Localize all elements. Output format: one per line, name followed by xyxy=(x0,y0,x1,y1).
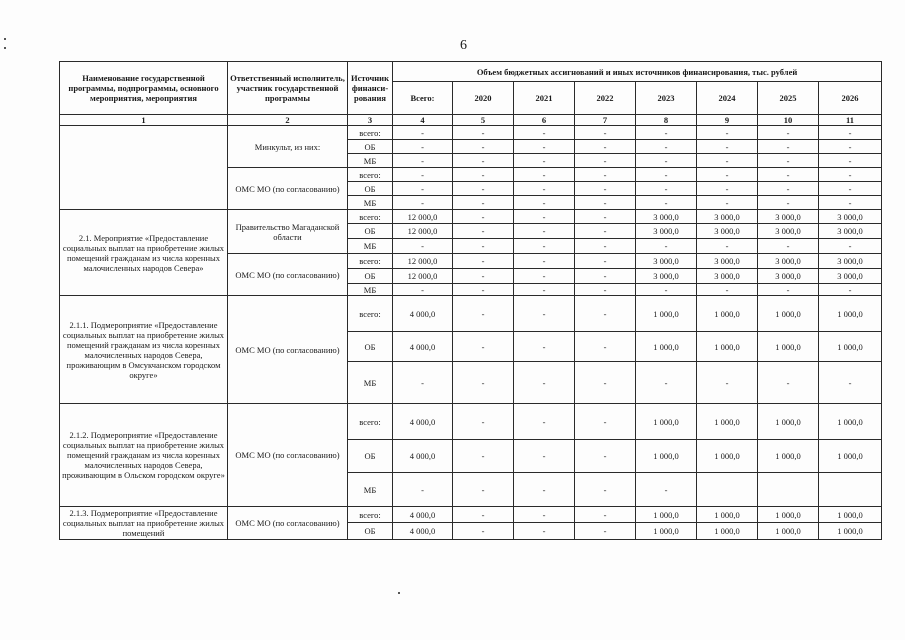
amount-cell: - xyxy=(758,168,819,182)
column-number: 4 xyxy=(393,115,453,126)
amount-cell: - xyxy=(453,507,514,523)
amount-cell: - xyxy=(636,182,697,196)
amount-cell: - xyxy=(697,126,758,140)
amount-cell: - xyxy=(453,269,514,284)
amount-cell: - xyxy=(575,196,636,210)
amount-cell: 1 000,0 xyxy=(819,523,882,540)
amount-cell: - xyxy=(575,168,636,182)
amount-cell: - xyxy=(636,168,697,182)
column-number: 7 xyxy=(575,115,636,126)
header-name: Наименование государственной программы, подпрограммы, основного мероприятия, мероприятия xyxy=(60,62,228,115)
amount-cell: - xyxy=(575,362,636,404)
amount-cell: - xyxy=(697,239,758,254)
amount-cell: - xyxy=(575,440,636,473)
amount-cell: - xyxy=(575,507,636,523)
scan-speck xyxy=(4,47,6,49)
amount-cell: - xyxy=(697,362,758,404)
page-number: 6 xyxy=(460,38,467,53)
table-row xyxy=(60,210,882,224)
scan-speck xyxy=(4,38,6,40)
budget-table xyxy=(59,61,882,540)
amount-cell: - xyxy=(514,168,575,182)
amount-cell: 1 000,0 xyxy=(697,523,758,540)
header-year: 2025 xyxy=(758,82,819,115)
amount-cell: - xyxy=(453,196,514,210)
header-year: Всего: xyxy=(393,82,453,115)
amount-cell: - xyxy=(393,284,453,296)
header-year: 2020 xyxy=(453,82,514,115)
funding-source: ОБ xyxy=(348,224,393,239)
amount-cell: 3 000,0 xyxy=(758,269,819,284)
amount-cell: 1 000,0 xyxy=(758,523,819,540)
executor-cell: ОМС МО (по согласованию) xyxy=(228,404,348,507)
amount-cell: - xyxy=(514,473,575,507)
amount-cell: 1 000,0 xyxy=(819,332,882,362)
amount-cell: - xyxy=(636,362,697,404)
activity-name: 2.1.2. Подмероприятие «Предоставление социальных выплат на приобретение жилых помещений гражданам из числа коренных малочисленных народов Севера, проживающим в Ольском городском округе» xyxy=(60,404,228,507)
executor-cell: ОМС МО (по согласованию) xyxy=(228,296,348,404)
amount-cell: - xyxy=(819,362,882,404)
amount-cell: 1 000,0 xyxy=(819,440,882,473)
amount-cell: - xyxy=(636,239,697,254)
table-row xyxy=(60,404,882,440)
amount-cell: - xyxy=(514,239,575,254)
funding-source: всего: xyxy=(348,168,393,182)
amount-cell: - xyxy=(514,440,575,473)
amount-cell: - xyxy=(514,284,575,296)
amount-cell: - xyxy=(453,154,514,168)
funding-source: всего: xyxy=(348,404,393,440)
amount-cell: - xyxy=(575,523,636,540)
amount-cell: - xyxy=(819,168,882,182)
funding-source: ОБ xyxy=(348,140,393,154)
funding-source: ОБ xyxy=(348,269,393,284)
header-year: 2024 xyxy=(697,82,758,115)
header-year: 2026 xyxy=(819,82,882,115)
amount-cell: 1 000,0 xyxy=(758,507,819,523)
amount-cell: 3 000,0 xyxy=(819,224,882,239)
column-number: 8 xyxy=(636,115,697,126)
amount-cell: 1 000,0 xyxy=(758,440,819,473)
amount-cell: - xyxy=(514,154,575,168)
executor-cell: Минкульт, из них: xyxy=(228,126,348,168)
amount-cell: - xyxy=(393,168,453,182)
amount-cell: - xyxy=(514,296,575,332)
column-number: 10 xyxy=(758,115,819,126)
amount-cell: - xyxy=(453,254,514,269)
amount-cell: - xyxy=(514,362,575,404)
amount-cell: 12 000,0 xyxy=(393,210,453,224)
amount-cell: - xyxy=(636,140,697,154)
amount-cell: - xyxy=(514,140,575,154)
scan-speck xyxy=(398,592,400,594)
amount-cell: - xyxy=(514,210,575,224)
amount-cell: - xyxy=(575,269,636,284)
amount-cell: - xyxy=(514,332,575,362)
funding-source: ОБ xyxy=(348,440,393,473)
amount-cell: - xyxy=(453,473,514,507)
amount-cell: 3 000,0 xyxy=(636,269,697,284)
amount-cell: - xyxy=(575,182,636,196)
amount-cell: 3 000,0 xyxy=(636,254,697,269)
amount-cell: - xyxy=(697,140,758,154)
amount-cell: - xyxy=(514,224,575,239)
amount-cell: 1 000,0 xyxy=(697,332,758,362)
column-number: 9 xyxy=(697,115,758,126)
amount-cell: - xyxy=(453,523,514,540)
amount-cell: - xyxy=(575,126,636,140)
amount-cell: - xyxy=(393,473,453,507)
amount-cell: 4 000,0 xyxy=(393,404,453,440)
amount-cell: - xyxy=(575,140,636,154)
amount-cell: - xyxy=(575,284,636,296)
amount-cell: 1 000,0 xyxy=(697,507,758,523)
amount-cell: - xyxy=(819,126,882,140)
amount-cell: - xyxy=(697,154,758,168)
amount-cell: - xyxy=(453,296,514,332)
amount-cell: - xyxy=(575,210,636,224)
amount-cell: - xyxy=(453,362,514,404)
amount-cell: - xyxy=(393,196,453,210)
funding-source: всего: xyxy=(348,210,393,224)
amount-cell: - xyxy=(819,284,882,296)
amount-cell: - xyxy=(697,182,758,196)
table-row xyxy=(60,126,882,140)
executor-cell: ОМС МО (по согласованию) xyxy=(228,507,348,540)
amount-cell: - xyxy=(636,154,697,168)
amount-cell: 1 000,0 xyxy=(636,296,697,332)
amount-cell: 3 000,0 xyxy=(636,210,697,224)
amount-cell: - xyxy=(514,254,575,269)
amount-cell xyxy=(758,473,819,507)
funding-source: МБ xyxy=(348,239,393,254)
amount-cell: - xyxy=(453,332,514,362)
amount-cell: - xyxy=(636,126,697,140)
amount-cell: - xyxy=(453,168,514,182)
column-number: 1 xyxy=(60,115,228,126)
amount-cell: - xyxy=(514,126,575,140)
amount-cell: - xyxy=(393,182,453,196)
column-number: 5 xyxy=(453,115,514,126)
amount-cell: 1 000,0 xyxy=(819,507,882,523)
header-year: 2023 xyxy=(636,82,697,115)
amount-cell: 3 000,0 xyxy=(697,224,758,239)
amount-cell: - xyxy=(393,126,453,140)
amount-cell: 4 000,0 xyxy=(393,332,453,362)
amount-cell: - xyxy=(819,182,882,196)
amount-cell: - xyxy=(575,296,636,332)
amount-cell: - xyxy=(697,196,758,210)
amount-cell: 3 000,0 xyxy=(758,224,819,239)
funding-source: ОБ xyxy=(348,332,393,362)
amount-cell: 3 000,0 xyxy=(758,254,819,269)
amount-cell: - xyxy=(697,168,758,182)
amount-cell: - xyxy=(758,196,819,210)
amount-cell: 1 000,0 xyxy=(697,296,758,332)
header-group: Объем бюджетных ассигнований и иных источников финансирования, тыс. рублей xyxy=(393,62,882,82)
table-row xyxy=(60,507,882,523)
amount-cell: - xyxy=(636,473,697,507)
amount-cell xyxy=(819,473,882,507)
amount-cell: - xyxy=(514,182,575,196)
amount-cell: - xyxy=(453,284,514,296)
amount-cell: - xyxy=(575,254,636,269)
amount-cell: - xyxy=(514,507,575,523)
amount-cell: 12 000,0 xyxy=(393,254,453,269)
amount-cell: 1 000,0 xyxy=(819,296,882,332)
funding-source: МБ xyxy=(348,284,393,296)
amount-cell: 1 000,0 xyxy=(636,332,697,362)
amount-cell: 12 000,0 xyxy=(393,269,453,284)
amount-cell: - xyxy=(819,196,882,210)
amount-cell: - xyxy=(453,126,514,140)
amount-cell: - xyxy=(636,284,697,296)
funding-source: МБ xyxy=(348,362,393,404)
amount-cell: 3 000,0 xyxy=(697,269,758,284)
amount-cell: - xyxy=(514,404,575,440)
funding-source: ОБ xyxy=(348,182,393,196)
amount-cell: 1 000,0 xyxy=(758,332,819,362)
funding-source: МБ xyxy=(348,154,393,168)
amount-cell: - xyxy=(393,154,453,168)
amount-cell: - xyxy=(453,182,514,196)
amount-cell: - xyxy=(393,239,453,254)
column-number: 6 xyxy=(514,115,575,126)
amount-cell: - xyxy=(514,269,575,284)
funding-source: ОБ xyxy=(348,523,393,540)
amount-cell: - xyxy=(758,362,819,404)
funding-source: МБ xyxy=(348,473,393,507)
amount-cell: - xyxy=(575,473,636,507)
amount-cell: 1 000,0 xyxy=(819,404,882,440)
amount-cell: - xyxy=(453,239,514,254)
amount-cell: - xyxy=(636,196,697,210)
amount-cell xyxy=(697,473,758,507)
amount-cell: - xyxy=(819,239,882,254)
activity-name xyxy=(60,126,228,210)
amount-cell: - xyxy=(697,284,758,296)
amount-cell: 3 000,0 xyxy=(697,254,758,269)
executor-cell: ОМС МО (по согласованию) xyxy=(228,168,348,210)
executor-cell: Правительство Магаданской области xyxy=(228,210,348,254)
amount-cell: - xyxy=(758,140,819,154)
amount-cell: - xyxy=(453,224,514,239)
amount-cell: - xyxy=(575,332,636,362)
column-number: 11 xyxy=(819,115,882,126)
amount-cell: 4 000,0 xyxy=(393,296,453,332)
amount-cell: - xyxy=(575,404,636,440)
funding-source: всего: xyxy=(348,254,393,269)
amount-cell: 1 000,0 xyxy=(758,296,819,332)
amount-cell: - xyxy=(758,154,819,168)
funding-source: всего: xyxy=(348,507,393,523)
amount-cell: - xyxy=(819,154,882,168)
amount-cell: 1 000,0 xyxy=(636,523,697,540)
amount-cell: 1 000,0 xyxy=(758,404,819,440)
amount-cell: 3 000,0 xyxy=(697,210,758,224)
activity-name: 2.1.3. Подмероприятие «Предоставление социальных выплат на приобретение жилых помещений xyxy=(60,507,228,540)
funding-source: всего: xyxy=(348,126,393,140)
table-header xyxy=(60,62,882,126)
amount-cell: - xyxy=(575,239,636,254)
amount-cell: - xyxy=(758,182,819,196)
amount-cell: - xyxy=(514,523,575,540)
column-number: 3 xyxy=(348,115,393,126)
amount-cell: 4 000,0 xyxy=(393,440,453,473)
amount-cell: - xyxy=(758,239,819,254)
amount-cell: - xyxy=(393,140,453,154)
amount-cell: 12 000,0 xyxy=(393,224,453,239)
amount-cell: 1 000,0 xyxy=(636,507,697,523)
amount-cell: 1 000,0 xyxy=(697,440,758,473)
funding-source: МБ xyxy=(348,196,393,210)
amount-cell: - xyxy=(453,404,514,440)
activity-name: 2.1. Мероприятие «Предоставление социальных выплат на приобретение жилых помещений гражданам из числа коренных малочисленных народов Севера» xyxy=(60,210,228,296)
header-year: 2022 xyxy=(575,82,636,115)
amount-cell: - xyxy=(514,196,575,210)
column-number: 2 xyxy=(228,115,348,126)
amount-cell: - xyxy=(453,140,514,154)
amount-cell: - xyxy=(575,154,636,168)
executor-cell: ОМС МО (по согласованию) xyxy=(228,254,348,296)
header-source: Источник финанси-рования xyxy=(348,62,393,115)
funding-source: всего: xyxy=(348,296,393,332)
amount-cell: - xyxy=(819,140,882,154)
amount-cell: 3 000,0 xyxy=(819,210,882,224)
amount-cell: 3 000,0 xyxy=(636,224,697,239)
amount-cell: - xyxy=(453,210,514,224)
amount-cell: 4 000,0 xyxy=(393,507,453,523)
amount-cell: - xyxy=(758,126,819,140)
amount-cell: 1 000,0 xyxy=(636,440,697,473)
header-year: 2021 xyxy=(514,82,575,115)
amount-cell: 4 000,0 xyxy=(393,523,453,540)
amount-cell: - xyxy=(758,284,819,296)
amount-cell: 3 000,0 xyxy=(819,254,882,269)
amount-cell: 1 000,0 xyxy=(697,404,758,440)
amount-cell: 3 000,0 xyxy=(819,269,882,284)
amount-cell: 3 000,0 xyxy=(758,210,819,224)
amount-cell: - xyxy=(393,362,453,404)
table-row xyxy=(60,296,882,332)
amount-cell: - xyxy=(453,440,514,473)
header-executor: Ответственный исполнитель, участник государственной программы xyxy=(228,62,348,115)
amount-cell: - xyxy=(575,224,636,239)
amount-cell: 1 000,0 xyxy=(636,404,697,440)
activity-name: 2.1.1. Подмероприятие «Предоставление социальных выплат на приобретение жилых помещений гражданам из числа коренных малочисленных народов Севера, проживающим в Омсукчанском городском округе» xyxy=(60,296,228,404)
